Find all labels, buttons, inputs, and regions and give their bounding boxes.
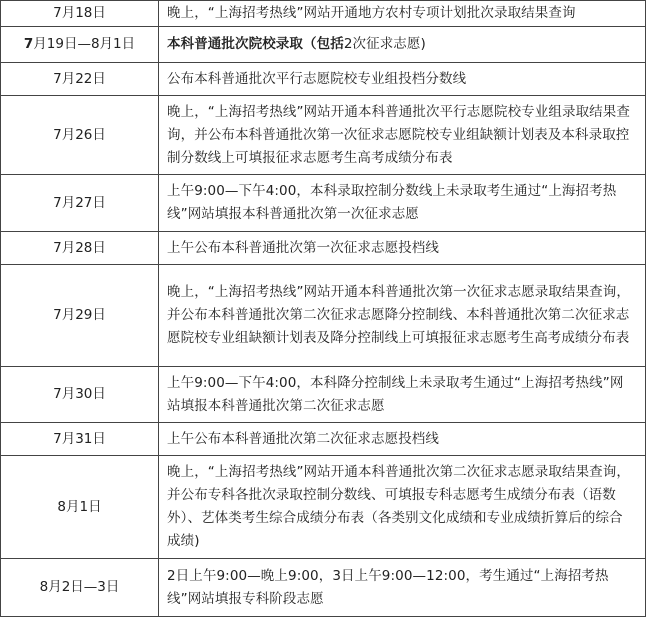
date-cell: 7月26日 bbox=[1, 96, 159, 175]
table-row bbox=[1, 1, 646, 27]
date-cell: 7月27日 bbox=[1, 175, 159, 232]
table-row bbox=[1, 63, 646, 96]
description-cell: 上午公布本科普通批次第二次征求志愿投档线 bbox=[159, 423, 646, 456]
description-cell: 上午9:00—下午4:00，本科降分控制线上未录取考生通过“上海招考热线”网站填报本科普通批次第二次征求志愿 bbox=[159, 367, 646, 423]
date-rest-part: 月19日—8月1日 bbox=[33, 36, 136, 52]
table-row bbox=[1, 559, 646, 617]
description-cell: 上午9:00—下午4:00，本科录取控制分数线上未录取考生通过“上海招考热线”网站填报本科普通批次第一次征求志愿 bbox=[159, 175, 646, 232]
date-cell: 7月18日 bbox=[1, 1, 159, 27]
table-row bbox=[1, 27, 646, 63]
description-cell: 2日上午9:00—晚上9:00，3日上午9:00—12:00，考生通过“上海招考热线”网站填报专科阶段志愿 bbox=[159, 559, 646, 617]
description-cell bbox=[159, 27, 646, 63]
table-row bbox=[1, 367, 646, 423]
table-row bbox=[1, 456, 646, 559]
date-cell: 8月1日 bbox=[1, 456, 159, 559]
description-cell: 晚上，“上海招考热线”网站开通本科普通批次第一次征求志愿录取结果查询，并公布本科普通批次第二次征求志愿降分控制线、本科普通批次第二次征求志愿院校专业组缺额计划表及降分控制线上可填报征求志愿考生高考成绩分布表 bbox=[159, 265, 646, 367]
date-cell: 7月29日 bbox=[1, 265, 159, 367]
date-cell: 7月28日 bbox=[1, 232, 159, 265]
table-row bbox=[1, 96, 646, 175]
date-cell bbox=[1, 27, 159, 63]
date-cell: 8月2日—3日 bbox=[1, 559, 159, 617]
description-bold-part: 本科普通批次院校录取（包括 bbox=[167, 36, 344, 52]
table-row bbox=[1, 175, 646, 232]
description-cell: 晚上，“上海招考热线”网站开通本科普通批次平行志愿院校专业组录取结果查询，并公布本科普通批次第一次征求志愿院校专业组缺额计划表及本科录取控制分数线上可填报征求志愿考生高考成绩分布表 bbox=[159, 96, 646, 175]
date-cell: 7月22日 bbox=[1, 63, 159, 96]
description-cell: 晚上，“上海招考热线”网站开通地方农村专项计划批次录取结果查询 bbox=[159, 1, 646, 27]
date-cell: 7月31日 bbox=[1, 423, 159, 456]
date-bold-part: 7 bbox=[23, 36, 34, 52]
description-cell: 晚上，“上海招考热线”网站开通本科普通批次第二次征求志愿录取结果查询，并公布专科各批次录取控制分数线、可填报专科志愿考生成绩分布表（语数外）、艺体类考生综合成绩分布表（各类别文化成绩和专业成绩折算后的综合成绩) bbox=[159, 456, 646, 559]
description-rest-part: 2次征求志愿) bbox=[343, 36, 426, 52]
date-cell: 7月30日 bbox=[1, 367, 159, 423]
table-row bbox=[1, 265, 646, 367]
table-row bbox=[1, 232, 646, 265]
table-row bbox=[1, 423, 646, 456]
description-cell: 上午公布本科普通批次第一次征求志愿投档线 bbox=[159, 232, 646, 265]
description-cell: 公布本科普通批次平行志愿院校专业组投档分数线 bbox=[159, 63, 646, 96]
